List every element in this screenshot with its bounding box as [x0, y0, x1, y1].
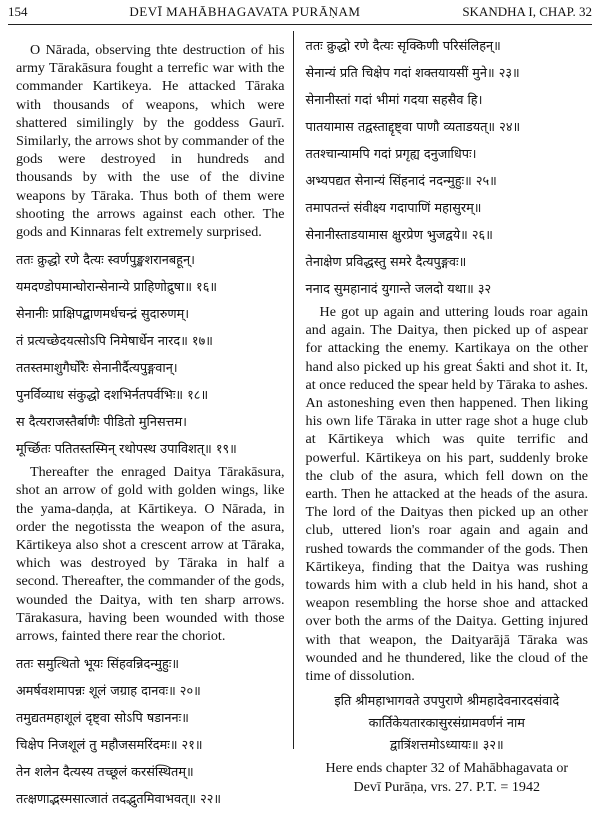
verse-line: ततः क्रुद्धो रणे दैत्यः सृक्किणी परिसंलिहन्॥ [305, 39, 501, 54]
verse-line: सेनानीस्ताडयामास क्षुरप्रेण भुजद्वये॥ २६॥ [305, 228, 493, 243]
colophon-line: द्वात्रिंशत्तमोऽध्यायः॥ ३२॥ [389, 738, 504, 754]
verse-line: तमुद्यतमहाशूलं दृष्ट्वा सोऽपि षडाननः॥ [16, 711, 189, 727]
verse-line: तत्क्षणाद्भस्मसात्जातं तदद्भुतमिवाभवत्॥ २२॥ [16, 792, 222, 808]
chapter-closing-note [306, 759, 588, 796]
translation-paragraph-3: He got up again and uttering louds roar again and again. The Daitya, then picked up of aspear for attacking the enemy. Kartikaya on the other hand also picked up his great Śakti and shot it. It, at once reduced the spear held by Tāraka to ashes. An astoneshing even then happened. Then liking his own life Tāraka in utter rage shot a huge club at Kārtikeya which was quite terrific and powerful. Kārtikeya on his part, suddenly broke the club of the asura, which fell down on the earth. Then he attacked at the heads of the asura. The lord of the Daityas then picked up an other club, uttered lion's roar again and again and rushed towards the commander of the gods. Then Kārtikeya, finding that the Daitya was rushing towards him with a club held in his hand, shot a weapon resembling the horse shoe and attacked over both the arms of the Daitya. Getting injured with that weapon, the Daityarājā Tāraka was wounded and he thundered, like the cloud of the time of dissolution. [305, 304, 589, 685]
verse-line: ननाद सुमहानादं युगान्ते जलदो यथा॥ ३२ [305, 282, 492, 297]
verse-line: मूर्च्छितः पतितस्तस्मिन् रथोपस्थ उपाविशत्॥ १९॥ [16, 442, 237, 458]
verse-block-2 [16, 651, 285, 813]
verse-line: अमर्षवशमापन्नः शूलं जग्राह दानवः॥ २०॥ [16, 684, 201, 700]
verse-line: यमदण्डोपमान्घोरान्सेनान्ये प्राहिणोद्रुषा॥ १६॥ [16, 280, 218, 296]
verse-line: तेनाक्षेण प्रविद्धस्तु समरे दैत्यपुङ्गवः॥ [305, 255, 467, 270]
verse-block-1 [16, 247, 285, 463]
verse-line: तेन शलेन दैत्यस्य तच्छूलं करसंस्थितम्॥ [16, 765, 194, 781]
verse-line: तमापतन्तं संवीक्ष्य गदापाणिं महासुरम्॥ [305, 201, 482, 216]
translation-paragraph-2: Thereafter the enraged Daitya Tārakāsura, shot an arrow of gold with golden wings, like the yama-daṇḍa, at Kārtikeya. O Nārada, in order the negotissta the weapon of the asura, Kārtikeya also shot a crescent arrow at Tāraka, which was destroyed by Tāraka in half a second. Thereafter, the commander of the gods, wounded the Daitya, with ten sharp arrows. Tārakasura, having been wounded with those arrows, fainted there rear the choriot. [16, 464, 285, 645]
verse-line: ततश्चान्यामपि गदां प्रगृह्य दनुजाधिपः। [305, 147, 477, 162]
verse-line: ततस्तमाशुगैर्घोरैः सेनानीर्दैत्यपुङ्गवान्। [16, 361, 178, 377]
right-column [294, 31, 592, 795]
verse-line: अभ्यपद्यत सेनान्यं सिंहनादं नदन्मुहुः॥ २५॥ [305, 174, 497, 189]
verse-block-3 [306, 33, 588, 303]
verse-line: चिक्षेप निजशूलं तु महौजसमरिंदमः॥ २१॥ [16, 738, 203, 754]
running-header [8, 4, 592, 25]
book-title: DEVĪ MAHĀBHAGAVATA PURĀṆAM [129, 4, 361, 19]
page-number: 154 [8, 4, 28, 19]
verse-line: सेनानीः प्राक्षिपद्बाणमर्धचन्द्रं सुदारुणम्। [16, 307, 190, 323]
closing-line-1: Here ends chapter 32 of Mahābhagavata or [325, 760, 569, 777]
section-label: SKANDHA I, CHAP. 32 [462, 4, 592, 19]
closing-line-2: Devī Purāṇa, vrs. 27. P.T. = 1942 [353, 778, 541, 795]
left-column [8, 31, 293, 808]
verse-line: ततः क्रुद्धो रणे दैत्यः स्वर्णपुङ्खशरानबहून्। [16, 253, 195, 269]
verse-line: तं प्रत्यच्छेदयत्सोऽपि निमेषार्धेन नारद॥ १७॥ [16, 334, 213, 350]
translation-paragraph-1: O Nārada, observing thte destruction of his army Tārakāsura fought a terrefic war with the commander Kartikeya. He attacked Tāraka with thousands of weapons, which were shattered similingly by the goddess Gaurī. Similarly, the arrows shot by commander of the gods were destroyed in hundreds and thousands by with the use of the divine weapons by Tāraka. Thus both of them were shooting the arrows against each other. The gods and Kinnaras felt extremely surprised. [16, 42, 285, 241]
two-column-body [8, 31, 592, 808]
verse-line: ततः समुत्थितो भूयः सिंहवन्निदन्मुहुः॥ [16, 657, 180, 673]
verse-line: पातयामास तद्वस्ताद्दृष्ट्वा पाणौ व्यताडयत्॥ २४॥ [305, 120, 521, 135]
verse-line: सेनानीस्तां गदां भीमां गदया सहसैव हि। [305, 93, 483, 108]
verse-line: स दैत्यराजस्तैर्बाणैः पीडितो मुनिसत्तम। [16, 415, 187, 431]
verse-line: सेनान्यं प्रति चिक्षेप गदां शक्तयायसीं मुने॥ २३॥ [305, 66, 520, 81]
colophon-line: कार्तिकेयतारकासुरसंग्रामवर्णनं नाम [368, 716, 525, 732]
verse-line: पुनर्विव्याध संकुद्धो दशभिर्नतपर्वभिः॥ १८॥ [16, 388, 209, 404]
colophon [306, 691, 588, 757]
colophon-line: इति श्रीमहाभागवते उपपुराणे श्रीमहादेवनारदसंवादे [334, 694, 560, 710]
